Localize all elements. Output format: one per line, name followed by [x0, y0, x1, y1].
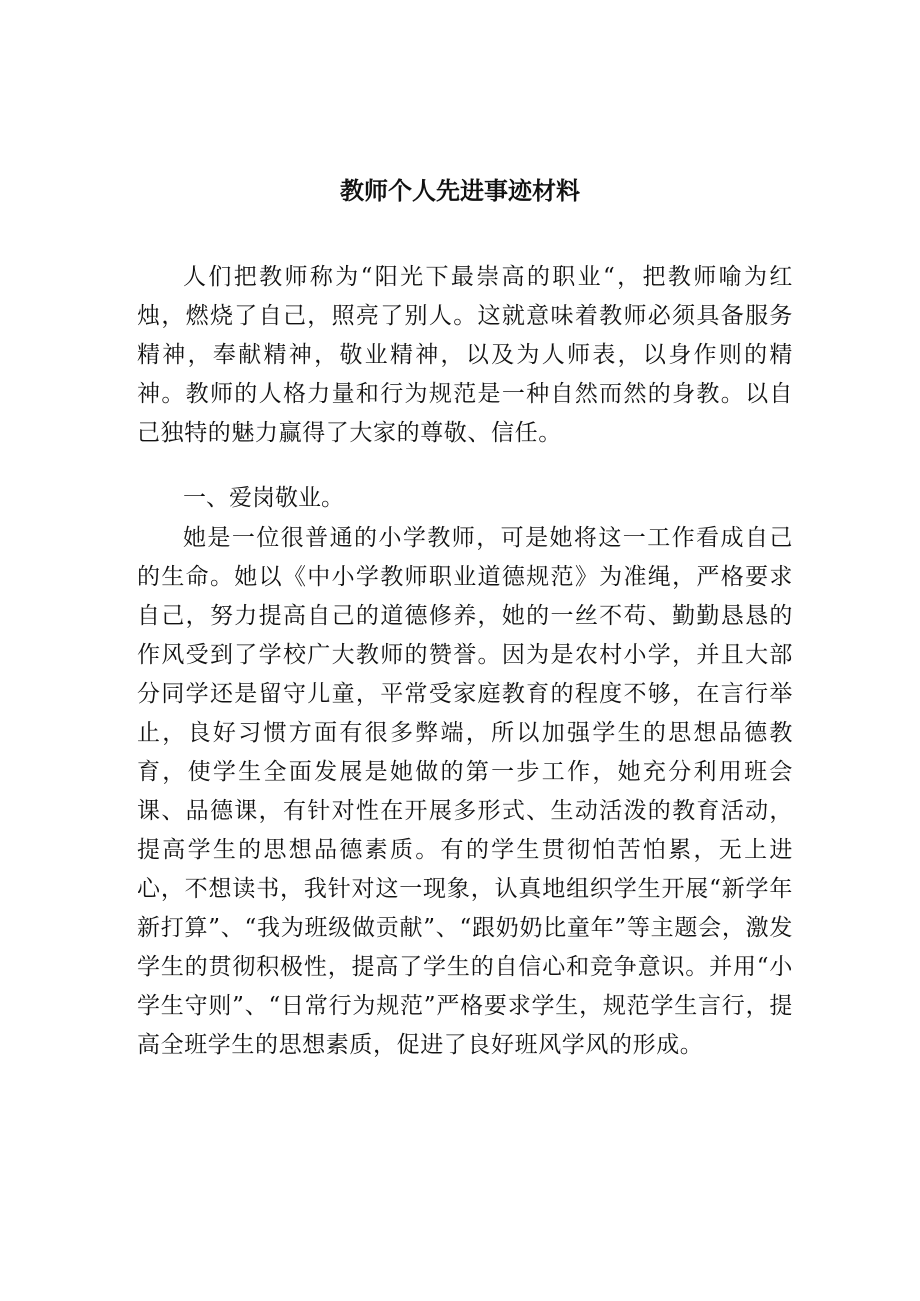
section-heading: 一、爱岗敬业。: [183, 485, 344, 511]
section-paragraph: 她是一位很普通的小学教师，可是她将这一工作看成自己的生命。她以《中小学教师职业道德规范》为准绳，严格要求自己，努力提高自己的道德修养，她的一丝不苟、勤勤恳恳的作风受到了学校广大教师的赞誉。因为是农村小学，并且大部分同学还是留守儿童，平常受家庭教育的程度不够，在言行举止，良好习惯方面有很多弊端，所以加强学生的思想品德教育，使学生全面发展是她做的第一步工作，她充分利用班会课、品德课，有针对性在开展多形式、生动活泼的教育活动，提高学生的思想品德素质。有的学生贯彻怕苦怕累，无上进心，不想读书，我针对这一现象，认真地组织学生开展“新学年新打算”、“我为班级做贡献”、“跟奶奶比童年”等主题会，激发学生的贯彻积极性，提高了学生的自信心和竞争意识。并用“小学生守则”、“日常行为规范”严格要求学生，规范学生言行，提高全班学生的思想素质，促进了良好班风学风的形成。: [137, 525, 793, 1058]
document-title: 教师个人先进事迹材料: [340, 177, 580, 205]
intro-paragraph: 人们把教师称为“阳光下最崇高的职业“，把教师喻为红烛，燃烧了自己，照亮了别人。这就意味着教师必须具备服务精神，奉献精神，敬业精神，以及为人师表，以身作则的精神。教师的人格力量和行为规范是一种自然而然的身教。以自己独特的魅力赢得了大家的尊敬、信任。: [137, 264, 793, 446]
